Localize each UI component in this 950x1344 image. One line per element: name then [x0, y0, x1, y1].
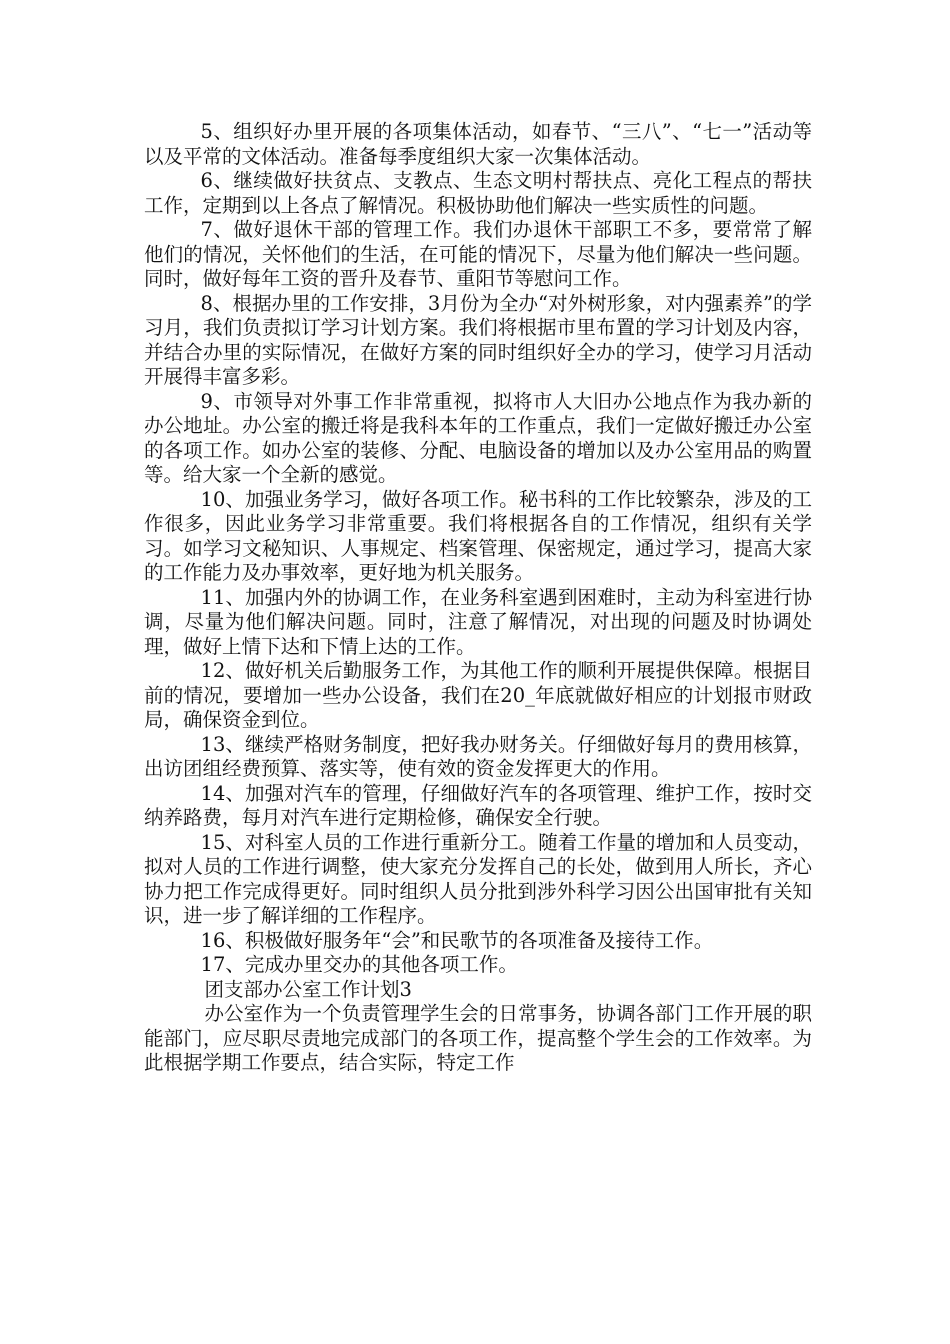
paragraph-item-8: 8、根据办里的工作安排，3月份为全办“对外树形象，对内强素养”的学习月，我们负责拟订学习计划方案。我们将根据市里布置的学习计划及内容，并结合办里的实际情况，在做好方案的同时组织好全办的学习，使学习月活动开展得丰富多彩。	[144, 291, 812, 388]
paragraph-item-9: 9、市领导对外事工作非常重视，拟将市人大旧办公地点作为我办新的办公地址。办公室的搬迁将是我科本年的工作重点，我们一定做好搬迁办公室的各项工作。如办公室的装修、分配、电脑设备的增加以及办公室用品的购置等。给大家一个全新的感觉。	[144, 389, 812, 486]
paragraph-item-5: 5、组织好办里开展的各项集体活动，如春节、“三八”、“七一”活动等以及平常的文体活动。准备每季度组织大家一次集体活动。	[144, 120, 812, 168]
document-page	[144, 120, 812, 1076]
paragraph-item-13: 13、继续严格财务制度，把好我办财务关。仔细做好每月的费用核算，出访团组经费预算、落实等，使有效的资金发挥更大的作用。	[144, 732, 812, 780]
paragraph-intro: 办公室作为一个负责管理学生会的日常事务，协调各部门工作开展的职能部门，应尽职尽责地完成部门的各项工作，提高整个学生会的工作效率。为此根据学期工作要点，结合实际，特定工作	[144, 1002, 812, 1074]
section-heading: 团支部办公室工作计划3	[204, 977, 412, 1001]
paragraph-item-12: 12、做好机关后勤服务工作，为其他工作的顺利开展提供保障。根据目前的情况，要增加一些办公设备，我们在20_年底就做好相应的计划报市财政局，确保资金到位。	[144, 659, 812, 731]
paragraph-item-11: 11、加强内外的协调工作，在业务科室遇到困难时，主动为科室进行协调，尽量为他们解决问题。同时，注意了解情况，对出现的问题及时协调处理，做好上情下达和下情上达的工作。	[144, 585, 812, 658]
paragraph-item-6: 6、继续做好扶贫点、支教点、生态文明村帮扶点、亮化工程点的帮扶工作，定期到以上各点了解情况。积极协助他们解决一些实质性的问题。	[144, 169, 812, 217]
paragraph-item-15: 15、对科室人员的工作进行重新分工。随着工作量的增加和人员变动，拟对人员的工作进行调整，使大家充分发挥自己的长处，做到用人所长，齐心协力把工作完成得更好。同时组织人员分批到涉外科学习因公出国审批有关知识，进一步了解详细的工作程序。	[144, 830, 812, 927]
paragraph-item-17: 17、完成办里交办的其他各项工作。	[200, 953, 518, 976]
paragraph-item-14: 14、加强对汽车的管理，仔细做好汽车的各项管理、维护工作，按时交纳养路费，每月对汽车进行定期检修，确保安全行驶。	[144, 781, 812, 829]
paragraph-item-10: 10、加强业务学习，做好各项工作。秘书科的工作比较繁杂，涉及的工作很多，因此业务学习非常重要。我们将根据各自的工作情况，组织有关学习。如学习文秘知识、人事规定、档案管理、保密规定，通过学习，提高大家的工作能力及办事效率，更好地为机关服务。	[144, 487, 812, 584]
paragraph-item-16: 16、积极做好服务年“会”和民歌节的各项准备及接待工作。	[200, 928, 714, 952]
paragraph-item-7: 7、做好退休干部的管理工作。我们办退休干部职工不多，要常常了解他们的情况，关怀他们的生活，在可能的情况下，尽量为他们解决一些问题。同时，做好每年工资的晋升及春节、重阳节等慰问工作。	[144, 218, 812, 290]
